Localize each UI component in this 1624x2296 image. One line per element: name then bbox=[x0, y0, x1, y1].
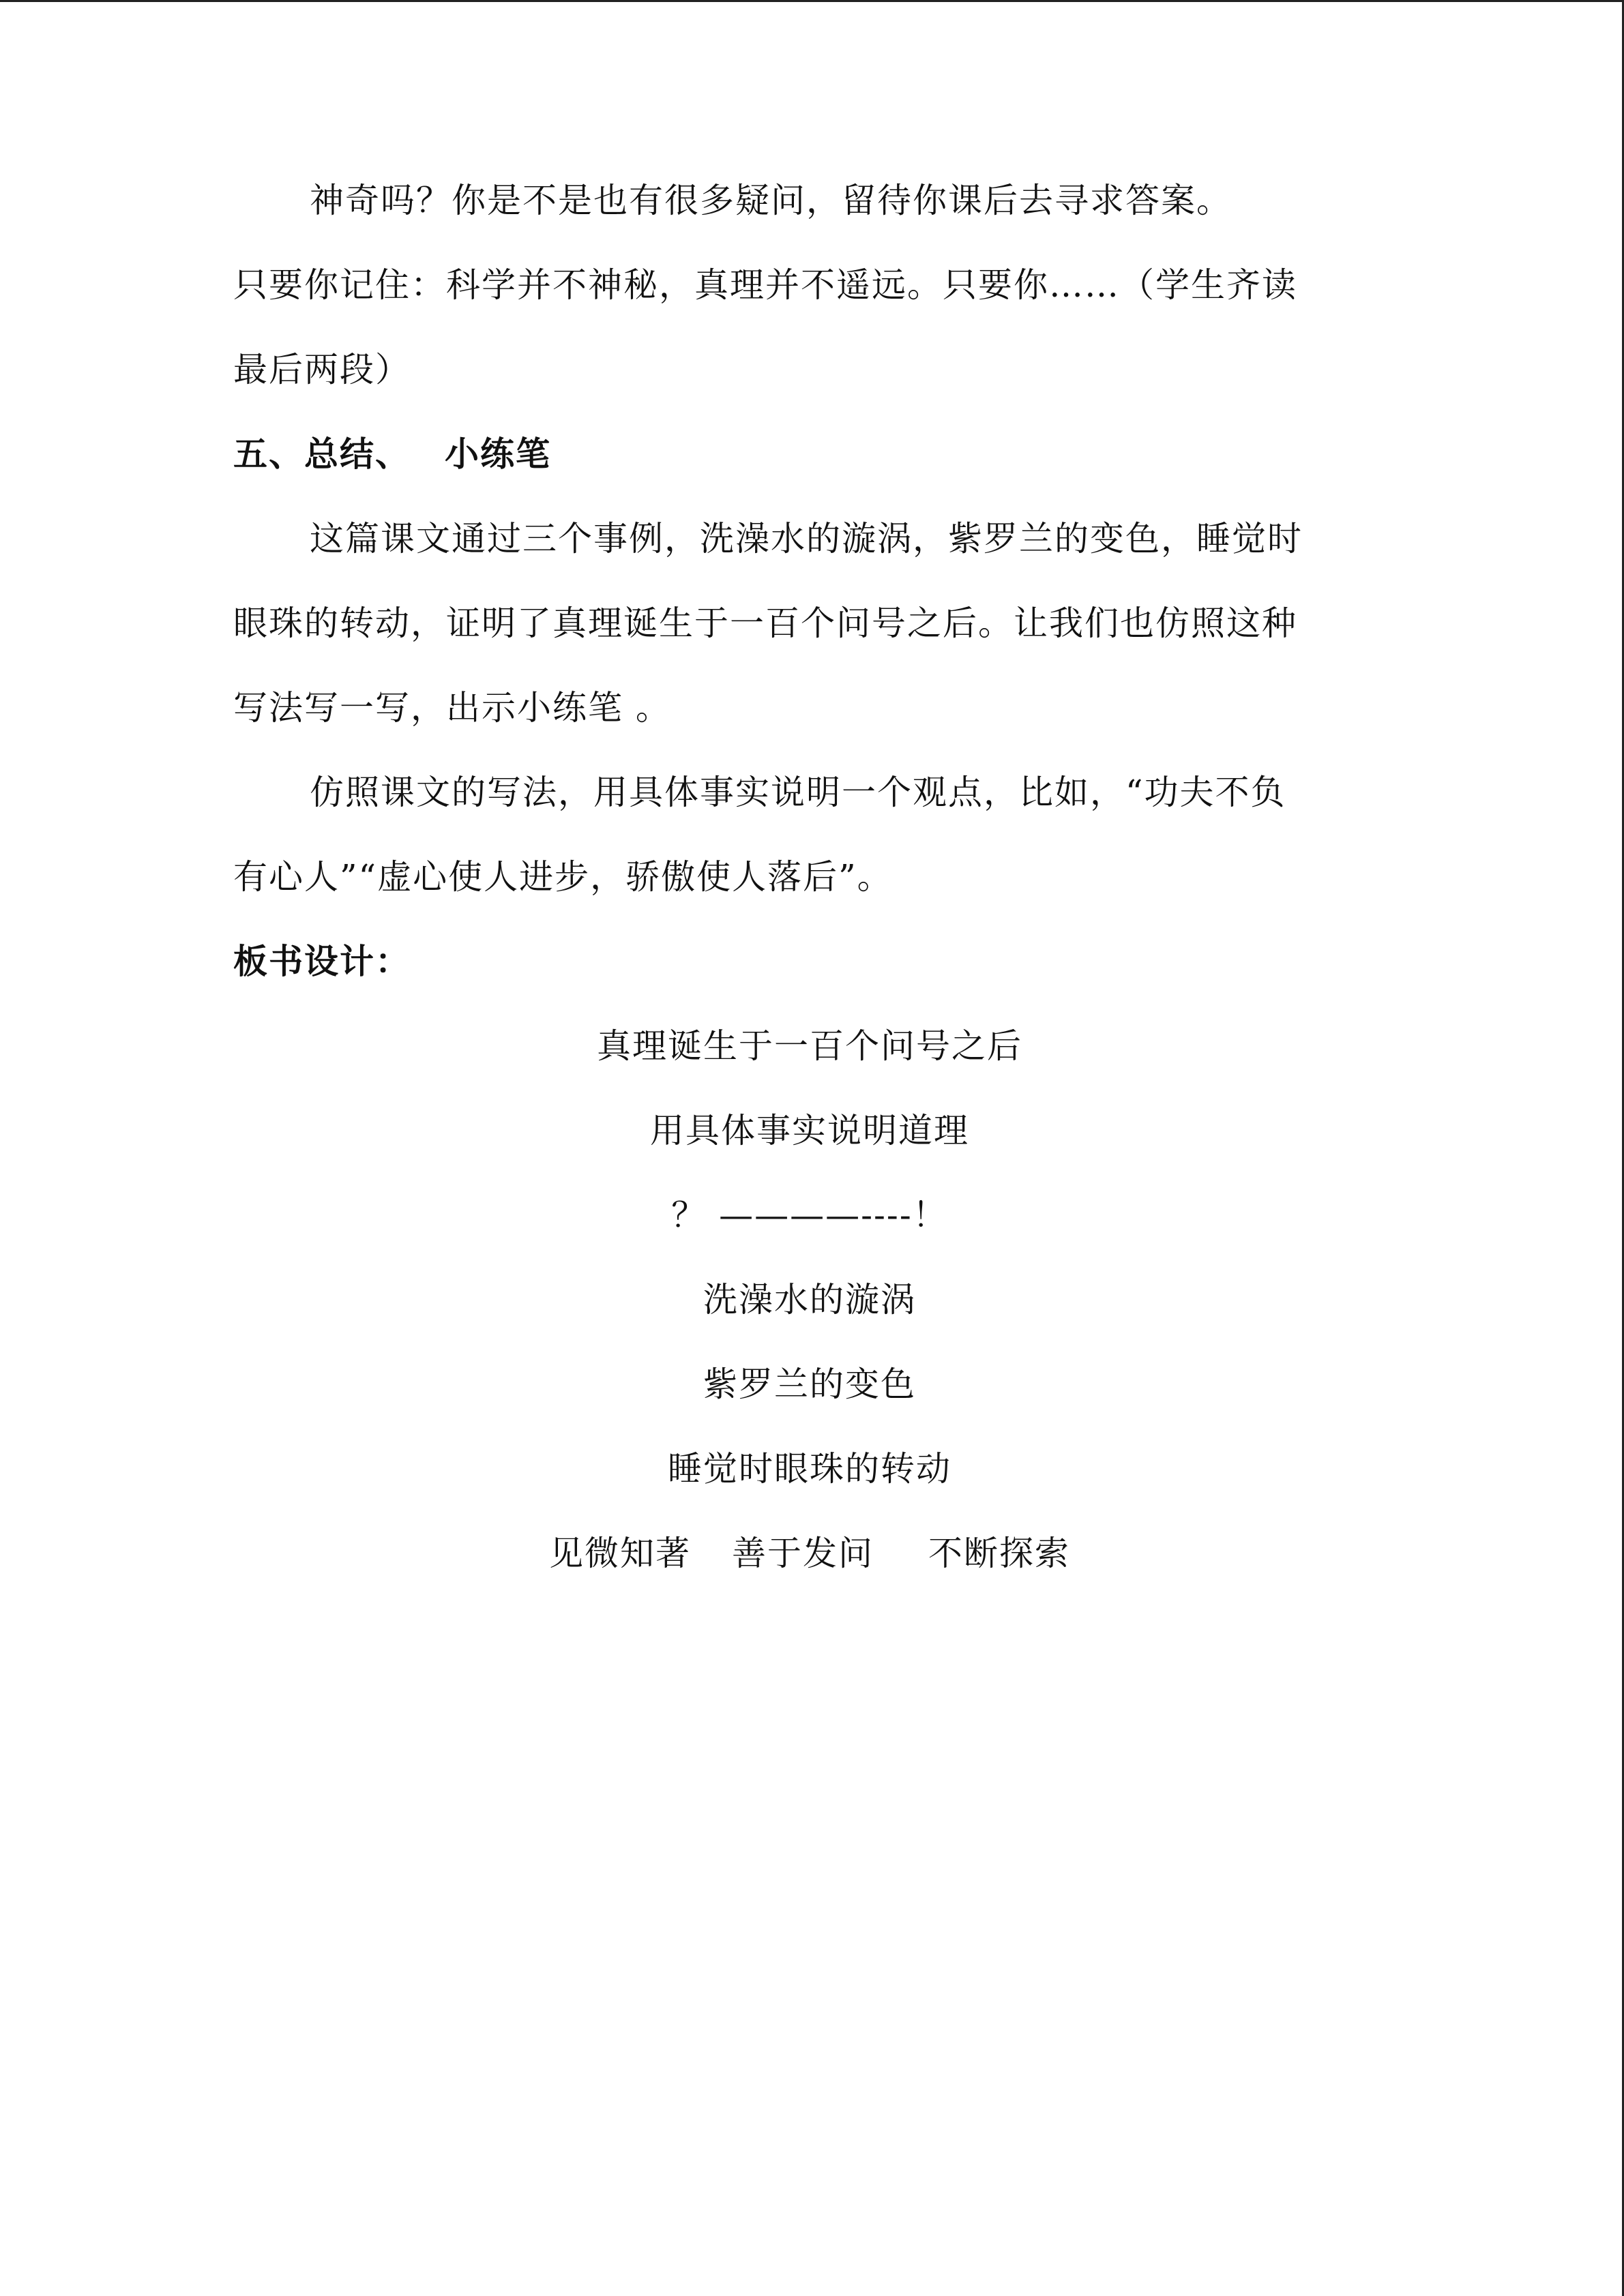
page-top-border bbox=[0, 0, 1624, 2]
paragraph-2-line-1: 这篇课文通过三个事例，洗澡水的漩涡，紫罗兰的变色，睡觉时 bbox=[310, 519, 1303, 558]
board-qualities bbox=[233, 1511, 1386, 1596]
paragraph-3-line-1: 仿照课文的写法，用具体事实说明一个观点，比如，“功夫不负 bbox=[310, 773, 1286, 812]
paragraph-3-line-2: 有心人”“虚心使人进步，骄傲使人落后”。 bbox=[233, 857, 893, 897]
board-example-2: 紫罗兰的变色 bbox=[703, 1365, 916, 1404]
board-example-1: 洗澡水的漩涡 bbox=[703, 1280, 916, 1320]
board-design-heading: 板书设计： bbox=[233, 942, 411, 981]
section-5-heading-title: 小练笔 bbox=[445, 434, 551, 474]
board-quality-1: 见微知著 bbox=[549, 1534, 691, 1573]
paragraph-1-line-3: 最后两段） bbox=[233, 350, 411, 389]
board-title: 真理诞生于一百个问号之后 bbox=[597, 1026, 1022, 1066]
paragraph-2-line-3: 写法写一写，出示小练笔 。 bbox=[233, 688, 671, 728]
paragraph-1-line-1: 神奇吗？你是不是也有很多疑问，留待你课后去寻求答案。 bbox=[310, 181, 1232, 220]
board-arrow-line: ？ ————----！ bbox=[671, 1195, 948, 1235]
board-quality-3: 不断探索 bbox=[928, 1534, 1070, 1573]
paragraph-1-line-2: 只要你记住：科学并不神秘，真理并不遥远。只要你……（学生齐读 bbox=[233, 265, 1297, 305]
paragraph-2-line-2: 眼珠的转动，证明了真理诞生于一百个问号之后。让我们也仿照这种 bbox=[233, 603, 1297, 643]
board-quality-2: 善于发问 bbox=[732, 1534, 874, 1573]
board-example-3: 睡觉时眼珠的转动 bbox=[668, 1449, 951, 1489]
section-5-heading bbox=[233, 412, 1386, 496]
document-page bbox=[233, 158, 1386, 1596]
board-subtitle: 用具体事实说明道理 bbox=[650, 1111, 969, 1150]
section-5-heading-number: 五、总结、 bbox=[233, 434, 411, 474]
